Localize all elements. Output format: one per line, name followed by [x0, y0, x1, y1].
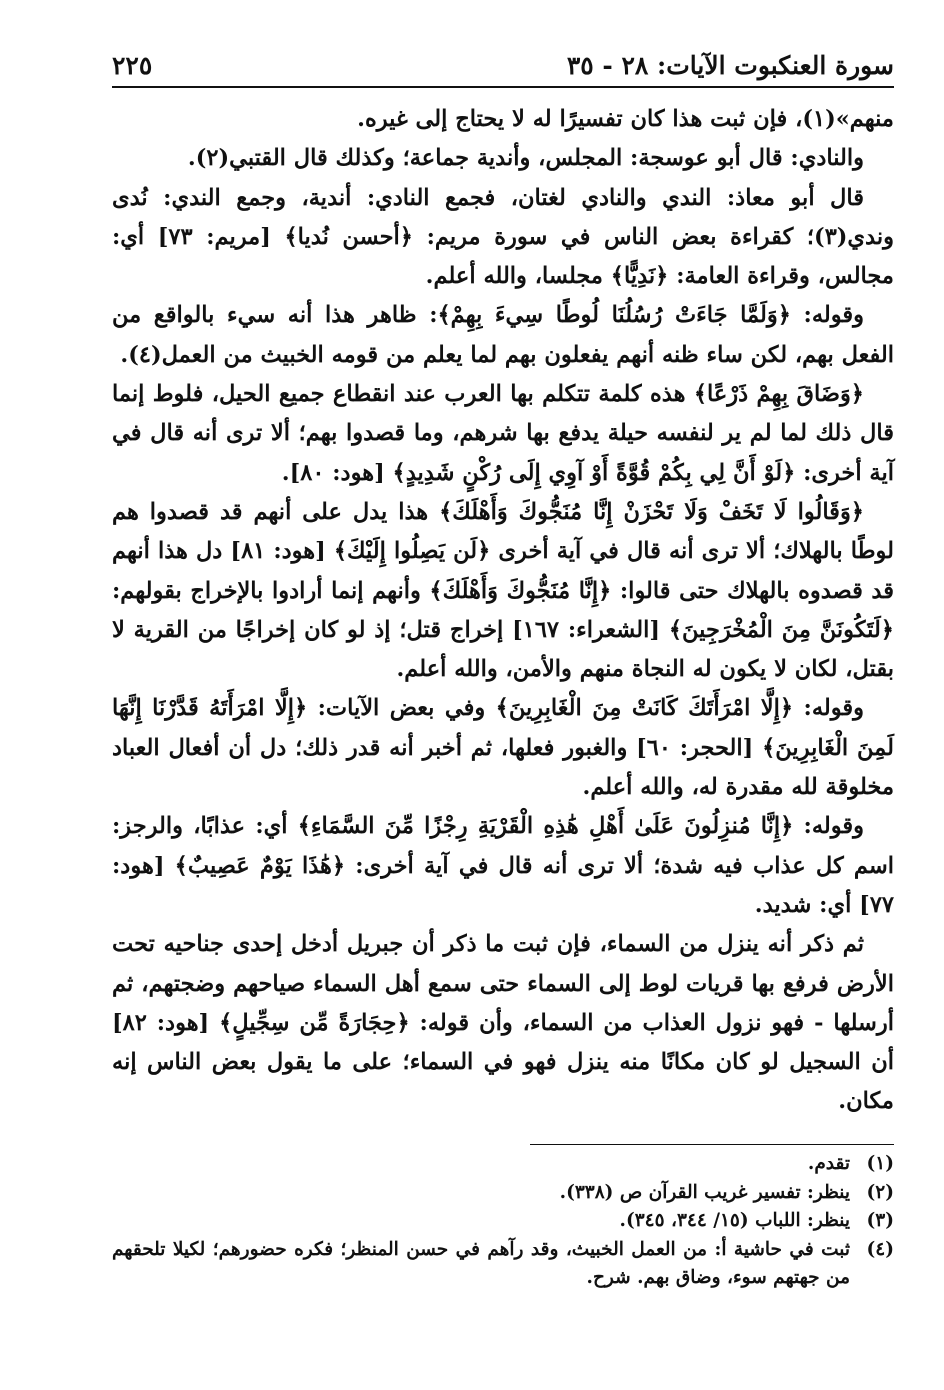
footnote-number: (٣) — [866, 1210, 894, 1231]
footnotes — [112, 1150, 894, 1293]
footnote-3 — [112, 1207, 894, 1236]
paragraph-2: والنادي: قال أبو عوسجة: المجلس، وأندية جماعة؛ وكذلك قال القتبي(٢). — [187, 145, 864, 172]
paragraph-8: وقوله: ﴿إِنَّا مُنزِلُونَ عَلَىٰ أَهْلِ هَٰذِهِ الْقَرْيَةِ رِجْزًا مِّنَ السَّمَاءِ﴾ أي: عذابًا، والرجز: اسم كل عذاب فيه شدة؛ ألا ترى أنه قال في آية أخرى: ﴿هَٰذَا يَوْمٌ عَصِيبٌ﴾ [هود: ٧٧] أي: شديد. — [112, 813, 894, 918]
paragraph-1: منهم»(١)، فإن ثبت هذا كان تفسيرًا له لا يحتاج إلى غيره. — [357, 106, 894, 132]
footnote-text: ينظر: اللباب (١٥/ ٣٤٤، ٣٤٥). — [619, 1210, 850, 1231]
running-header — [112, 40, 894, 88]
footnote-2 — [112, 1179, 894, 1208]
paragraph-6: ﴿وَقَالُوا لَا تَخَفْ وَلَا تَحْزَنْ إِنَّا مُنَجُّوكَ وَأَهْلَكَ﴾ هذا يدل على أنهم قد قصدوا هم لوطًا بالهلاك؛ ألا ترى أنه قال في آية أخرى ﴿لَن يَصِلُوا إِلَيْكَ﴾ [هود: ٨١] دل هذا أنهم قد قصدوه بالهلاك حتى قالوا: ﴿إِنَّا مُنَجُّوكَ وَأَهْلَكَ﴾ وأنهم إنما أرادوا بالإخراج بقولهم: ﴿لَتَكُونَنَّ مِنَ الْمُخْرَجِينَ﴾ [الشعراء: ١٦٧] إخراج قتل؛ إذ لو كان إخراجًا من القرية لا بقتل، لكان لا يكون له النجاة منهم والأمن، والله أعلم. — [112, 498, 894, 683]
footnote-text: تقدم. — [807, 1153, 850, 1174]
footnote-number: (٢) — [866, 1181, 894, 1203]
footnote-separator — [530, 1144, 894, 1145]
footnote-number: (١) — [866, 1153, 894, 1174]
footnote-number: (٤) — [866, 1238, 894, 1260]
footnote-4 — [112, 1236, 894, 1293]
main-text — [112, 100, 894, 1122]
footnote-text: ثبت في حاشية أ: من العمل الخبيث، وقد رآهم في حسن المنظر؛ فكره حضورهم؛ لكيلا تلحقهم من جهتهم سوء، وضاق بهم. شرح. — [112, 1238, 850, 1288]
paragraph-3: قال أبو معاذ: الندي والنادي لغتان، فجمع النادي: أندية، وجمع الندي: نُدى وندي(٣)؛ كقراءة بعض الناس في سورة مريم: ﴿أحسن نُديا﴾ [مريم: ٧٣] أي: مجالس، وقراءة العامة: ﴿نَدِيًّا﴾ مجلسا، والله أعلم. — [112, 184, 894, 290]
page-number: ٢٢٥ — [112, 51, 153, 80]
paragraph-7: وقوله: ﴿إِلَّا امْرَأَتَكَ كَانَتْ مِنَ الْغَابِرِينَ﴾ وفي بعض الآيات: ﴿إِلَّا امْرَأَتَهُ قَدَّرْنَا إِنَّهَا لَمِنَ الْغَابِرِينَ﴾ [الحجر: ٦٠] والغبور فعلها، ثم أخبر أنه قدر ذلك؛ دل أن أفعال العباد مخلوقة لله مقدرة له، والله أعلم. — [112, 695, 894, 801]
footnote-text: ينظر: تفسير غريب القرآن ص (٣٣٨). — [559, 1181, 850, 1203]
paragraph-4: وقوله: ﴿وَلَمَّا جَاءَتْ رُسُلُنَا لُوطًا سِيءَ بِهِمْ﴾: ظاهر هذا أنه سيء بالواقع من الفعل بهم، لكن ساء ظنه أنهم يفعلون بهم لما يعلم من قومه الخبيث من العمل(٤). — [112, 302, 894, 368]
footnote-1 — [112, 1150, 894, 1179]
paragraph-9: ثم ذكر أنه ينزل من السماء، فإن ثبت ما ذكر أن جبريل أدخل إحدى جناحيه تحت الأرض فرفع بها قريات لوط إلى السماء حتى سمع أهل السماء صياحهم وضجتهم، ثم أرسلها - فهو نزول العذاب من السماء، وأن قوله: ﴿حِجَارَةً مِّن سِجِّيلٍ﴾ [هود: ٨٢] أن السجيل لو كان مكانًا منه ينزل فهو في السماء؛ على ما يقول بعض الناس إنه مكان. — [112, 931, 894, 1115]
running-title: سورة العنكبوت الآيات: ٢٨ - ٣٥ — [566, 51, 894, 80]
paragraph-5: ﴿وَضَاقَ بِهِمْ ذَرْعًا﴾ هذه كلمة تتكلم بها العرب عند انقطاع جميع الحيل، فلوط إنما قال ذلك لما لم ير لنفسه حيلة يدفع بها شرهم، وما قصدوا بهم؛ ألا ترى أنه قال في آية أخرى: ﴿لَوْ أَنَّ لِي بِكُمْ قُوَّةً أَوْ آوِي إِلَى رُكْنٍ شَدِيدٍ﴾ [هود: ٨٠]. — [112, 381, 894, 486]
